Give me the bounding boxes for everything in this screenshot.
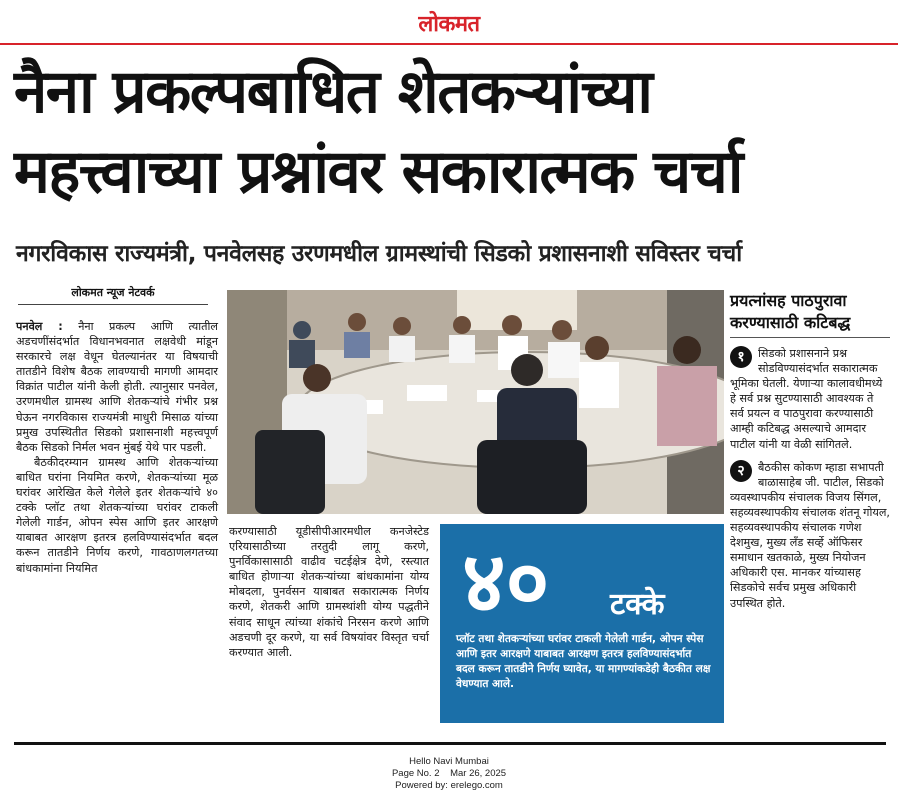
- callout-text: प्लॉट तथा शेतकऱ्यांच्या घरांवर टाकली गेलेली गार्डन, ओपन स्पेस आणि इतर आरक्षणे याबाबत आरक्षण इतरत्र हलविण्यासंदर्भात बदल करून तातडीने निर्णय घ्यावेत, या मागण्यांकडेही बैठकीत लक्ष वेधण्यात आले.: [456, 633, 711, 690]
- point-badge-2: २: [730, 460, 752, 482]
- meeting-photo: [227, 290, 724, 514]
- dateline: पनवेल :: [16, 320, 63, 333]
- footer-powered: Powered by: erelego.com: [395, 780, 503, 791]
- footer-page-line: [0, 768, 898, 780]
- headline-line-1: नैना प्रकल्पबाधित शेतकऱ्यांच्या: [14, 57, 652, 127]
- article-column-left: [16, 319, 218, 576]
- sidebar-heading: प्रयत्नांसह पाठपुरावा करण्यासाठी कटिबद्ध: [730, 290, 890, 338]
- footer: [0, 756, 898, 792]
- callout-number: ४०: [462, 533, 550, 631]
- paragraph-1-text: नैना प्रकल्प आणि त्यातील अडचणींसंदर्भात विधानभवनात लक्षवेधी मांडून सरकारचे लक्ष वेधून घेतल्यानंतर या विषयाची तातडीने विशेष बैठक लावण्याची मागणी आमदार विक्रांत पाटील यांनी केली होती. त्यानुसार पनवेल, उरणमधील ग्रामस्थ आणि शेतकऱ्यांचे गंभीर प्रश्न घेऊन नगरविकास राज्यमंत्री माधुरी मिसाळ यांच्या प्रमुख उपस्थितीत सिडको प्रशासनाशी महत्त्वपूर्ण बैठक सिडको निर्मल भवन मुंबई येथे पार पडली.: [16, 320, 218, 454]
- subheadline: नगरविकास राज्यमंत्री, पनवेलसह उरणमधील ग्रामस्थांची सिडको प्रशासनाशी सविस्तर चर्चा: [16, 241, 742, 267]
- lokmat-logo: लोकमत: [418, 11, 480, 37]
- sidebar: [730, 290, 890, 611]
- point-text-1: सिडको प्रशासनाने प्रश्न सोडविण्यासंदर्भात सकारात्मक भूमिका घेतली. येणाऱ्या कालावधीमध्ये हे सर्व प्रश्न सुटण्यासाठी आवश्यक ते सर्व प्रयत्न व पाठपुरावा करण्यासाठी आम्ही कटिबद्ध असल्याचे आमदार पाटील यांनी या वेळी सांगितले.: [730, 347, 883, 451]
- meeting-photo-illustration: [227, 290, 724, 514]
- footer-edition: Hello Navi Mumbai: [409, 756, 489, 767]
- callout-box: [440, 524, 724, 723]
- footer-date: Mar 26, 2025: [450, 768, 507, 779]
- masthead: [0, 0, 898, 46]
- point-badge-1: १: [730, 346, 752, 368]
- footer-page: Page No. 2: [391, 768, 440, 779]
- sidebar-point-2: [730, 460, 890, 611]
- byline: लोकमत न्यूज नेटवर्क: [18, 285, 208, 305]
- paragraph-2: बैठकीदरम्यान ग्रामस्थ आणि शेतकऱ्यांच्या बाधित घरांना नियमित करणे, शेतकऱ्यांच्या मूळ घरांवर आरेखित केले गेलेले इतर शेतकऱ्यांचे ४० टक्के प्लॉट तथा शेतकऱ्यांच्या घरांवर टाकली गेलेली गार्डन, ओपन स्पेस आणि इतर आरक्षणे याबाबत आरक्षण इतरत्र हलविण्यासंदर्भात बदल करून तातडीने निर्णय करणे, गावठाणलगतच्या बांधकामांना नियमित: [16, 455, 218, 575]
- callout-unit: टक्के: [610, 587, 665, 622]
- article-column-middle: करण्यासाठी यूडीसीपीआरमधील कनजेस्टेड एरियासाठीच्या तरतुदी लागू करणे, पुनर्विकासासाठी वाढीव चटईक्षेत्र देणे, रस्त्यात बाधित होणाऱ्या शेतकऱ्यांच्या बांधकामांना योग्य मोबदला, पुनर्वसन याबाबत सकारात्मक निर्णय करणे, शेतकरी आणि ग्रामस्थांशी योग्य पद्धतीने संवाद साधून त्यांच्या शंकांचे निरसन करणे आणि अडचणी दूर करणे, या सर्व विषयांवर विस्तृत चर्चा करण्यात आली.: [229, 525, 429, 659]
- sidebar-point-1: [730, 346, 890, 452]
- headline-line-2: महत्त्वाच्या प्रश्नांवर सकारात्मक चर्चा: [14, 137, 742, 207]
- paragraph-1: [16, 319, 218, 455]
- headline: [14, 52, 888, 212]
- point-text-2: बैठकीस कोकण म्हाडा सभापती बाळासाहेब जी. पाटील, सिडको व्यवस्थापकीय संचालक विजय सिंगल, सहव्यवस्थापकीय संचालक शंतनू गोयल, सहव्यवस्थापकीय संचालक गणेश देशमुख, मुख्य लँड सर्व्हे ऑफिसर समाधान खतकाळे, मुख्य नियोजन अधिकारी एस. मानकर यांच्यासह सिडकोचे सर्वच प्रमुख अधिकारी उपस्थित होते.: [730, 460, 890, 610]
- bottom-rule: [14, 742, 886, 745]
- masthead-rule: [0, 43, 898, 45]
